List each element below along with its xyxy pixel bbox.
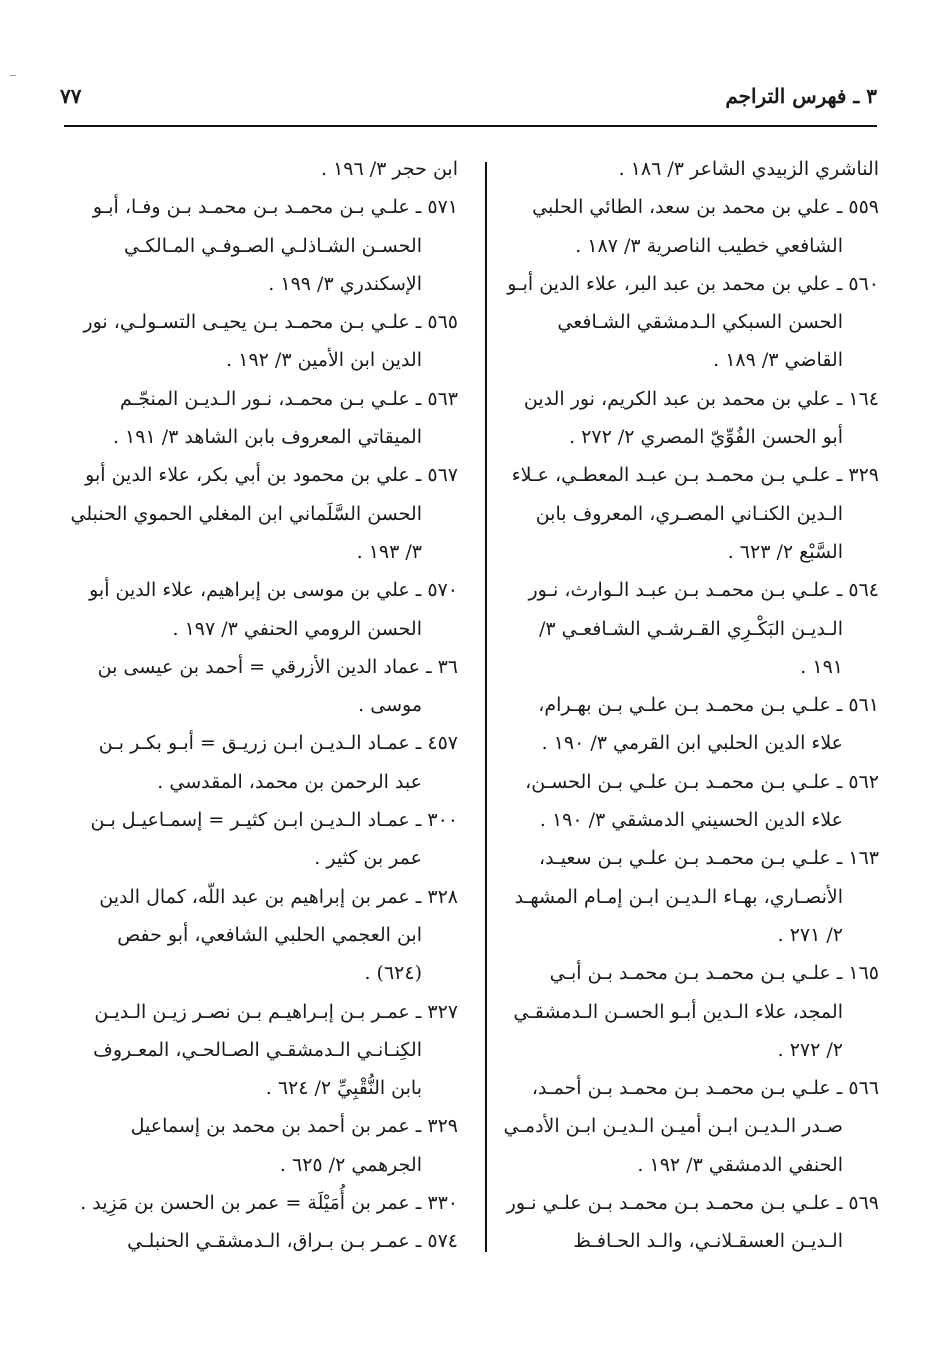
index-entry: ٥٥٩ ـ علي بن محمد بن سعد، الطائي الحلبي الشافعي خطيب الناصرية ٣/ ١٨٧ .	[532, 196, 879, 257]
index-entry: الناشري الزبيدي الشاعر ٣/ ١٨٦ .	[618, 158, 879, 180]
index-entry: ٣٢٨ ـ عمر بن إبراهيم بن عبد اللّه، كمال الدين ابن العجمي الحلبي الشافعي، أبو حفص (٦٢٤) .	[99, 885, 458, 985]
index-entry: ٣٠٠ ـ عمـاد الـديـن ابـن كثيـر = إسمـاعيـل بـن عمر بن كثير .	[90, 809, 458, 870]
section-title: ٣ ـ فهرس التراجم	[725, 84, 877, 108]
right-column	[503, 150, 879, 1261]
index-entry: ٥٧٠ ـ علي بن موسى بن إبراهيم، علاء الدين أبو الحسن الرومي الحنفي ٣/ ١٩٧ .	[89, 579, 458, 640]
index-entry: ٥٦٩ ـ علـي بـن محمـد بـن محمـد بـن علـي نـور الـديـن العسقـلانـي، والـد الحـافـظ	[506, 1192, 879, 1253]
column-divider	[485, 162, 487, 1252]
index-entry: ٥٦٣ ـ علـي بـن محمـد، نـور الـديـن المنجّـم الميقاتي المعروف بابن الشاهد ٣/ ١٩١ .	[112, 387, 458, 449]
left-column	[70, 150, 458, 1261]
margin-mark	[10, 75, 16, 76]
index-entry: ٥٧٤ ـ عمـر بـن بـراق، الـدمشقـي الحنبلـي	[127, 1230, 458, 1253]
index-entry: ٥٦٦ ـ علـي بـن محمـد بـن محمـد بـن أحمـد، صـدر الـديـن ابـن أميـن الـديـن ابـن الأدمـي الحنفي الدمشقي ٣/ ١٩٢ .	[503, 1077, 879, 1176]
index-entry: ٣٣٠ ـ عمر بن أُمَيْلَة = عمر بن الحسن بن مَزِيد .	[80, 1192, 458, 1215]
index-entry: ٣٢٧ ـ عمـر بـن إبـراهيـم بـن نصـر زيـن الـديـن الكِنـانـي الـدمشقـي الصـالحـي، المعـروف بابن النُّقْبِيِّ ٢/ ٦٢٤ .	[93, 1000, 458, 1100]
index-entry: ابن حجر ٣/ ١٩٦ .	[321, 158, 458, 180]
index-entry: ٣٦ ـ عماد الدين الأزرقي = أحمد بن عيسى بن موسى .	[97, 655, 458, 717]
index-entry: ٥٦٢ ـ علـي بـن محمـد بـن علـي بـن الحسـن، علاء الدين الحسيني الدمشقي ٣/ ١٩٠ .	[525, 770, 879, 832]
index-entry: ٥٦٤ ـ علـي بـن محمـد بـن عبـد الـوارث، نـور الـديـن البَكْـرِي القـرشـي الشـافعـي ٣/ ١٩١ .	[528, 579, 879, 678]
index-entry: ١٦٥ ـ علـي بـن محمـد بـن محمـد بـن أبـي المجد، علاء الـدين أبـو الحسـن الـدمشقـي ٢/ ٢٧٢ .	[513, 962, 879, 1061]
page-number: ٧٧	[60, 84, 82, 108]
index-entry: ٥٧١ ـ علـي بـن محمـد بـن محمـد بـن وفـا، أبـو الحسـن الشـاذلـي الصـوفـي المـالكـي الإسكندري ٣/ ١٩٩ .	[92, 196, 458, 295]
index-entry: ١٦٤ ـ علي بن محمد بن عبد الكريم، نور الدين أبو الحسن الفُوِّيّ المصري ٢/ ٢٧٢ .	[523, 387, 879, 449]
index-entry: ٥٦٥ ـ علـي بـن محمـد بـن يحيـى التسـولـي، نور الدين ابن الأمين ٣/ ١٩٢ .	[83, 311, 458, 372]
index-entry: ٥٦٧ ـ علي بن محمود بن أبي بكر، علاء الدين أبو الحسن السَّلَماني ابن المغلي الحموي الحنبلي ٣/ ١٩٣ .	[70, 464, 458, 563]
index-entry: ٣٢٩ ـ عمر بن أحمد بن محمد بن إسماعيل الجرهمي ٢/ ٦٢٥ .	[130, 1115, 458, 1176]
index-entry: ٤٥٧ ـ عمـاد الـديـن ابـن زريـق = أبـو بكـر بـن عبد الرحمن بن محمد، المقدسي .	[98, 732, 458, 793]
index-entry: ٣٢٩ ـ علـي بـن محمـد بـن عبـد المعطـي، عـلاء الـدين الكنـاني المصـري، المعروف بابن السَّبْع ٢/ ٦٢٣ .	[511, 464, 879, 563]
index-entry: ١٦٣ ـ علـي بـن محمـد بـن علـي بـن سعيـد، الأنصـاري، بهـاء الـديـن ابـن إمـام المشهـد ٢/ ٢٧١ .	[514, 847, 879, 946]
index-entry: ٥٦٠ ـ علي بن محمد بن عبد البر، علاء الدين أبـو الحسن السبكي الـدمشقي الشـافعي القاضي ٣/ ١٨٩ .	[507, 272, 879, 372]
header-rule	[64, 125, 877, 127]
index-entry: ٥٦١ ـ علـي بـن محمـد بـن علـي بـن بهـرام، علاء الدين الحلبي ابن القرمي ٣/ ١٩٠ .	[538, 694, 879, 755]
